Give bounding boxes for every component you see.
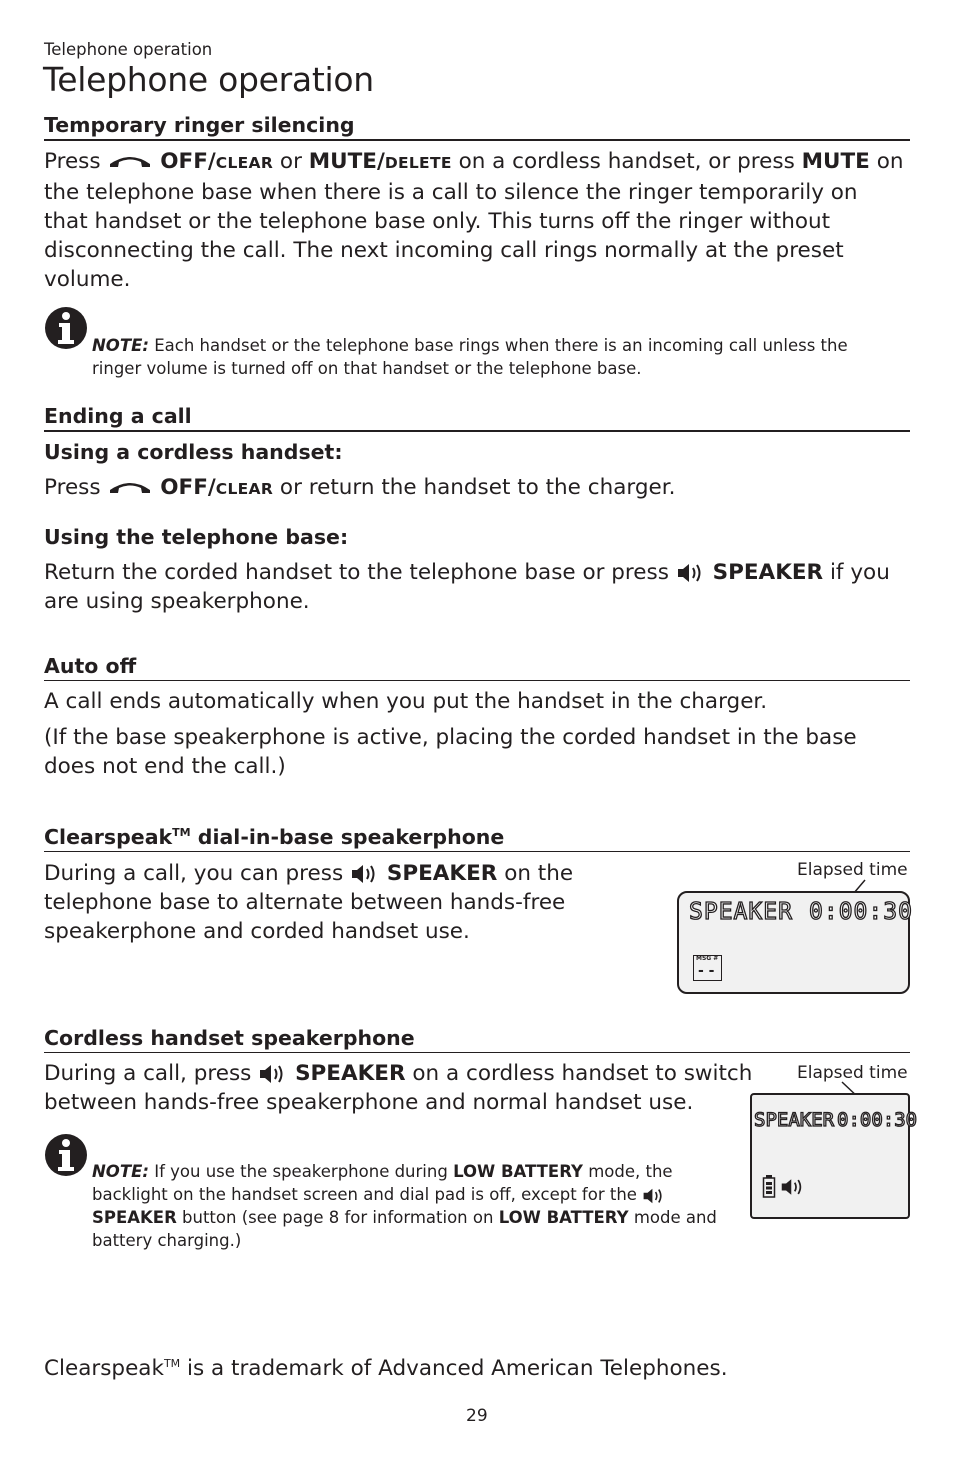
clearspeak-paragraph: During a call, you can press SPEAKER on the telephone base to alternate between hands-free speakerphone and corded handset use.	[44, 861, 574, 944]
heading-ending-a-call: Ending a call	[44, 404, 910, 432]
speaker-icon	[258, 1063, 288, 1085]
handset-lcd-display	[750, 1093, 918, 1219]
base-lcd-display	[677, 891, 913, 994]
running-header: Telephone operation	[44, 40, 213, 59]
off-clear-phone-icon	[107, 152, 153, 172]
page-number: 29	[466, 1406, 488, 1426]
speaker-icon	[780, 1177, 806, 1197]
heading-clearspeak: Clearspeak™ dial-in-base speakerphone	[44, 825, 910, 852]
lcd-elapsed-time: 0:00:30	[837, 1109, 918, 1131]
trademark-notice: Clearspeak™ is a trademark of Advanced American Telephones.	[44, 1356, 728, 1382]
ending-call-base-paragraph: Return the corded handset to the telephone base or press SPEAKER if you are using speakerphone.	[44, 560, 890, 614]
auto-off-paragraph-1: A call ends automatically when you put the handset in the charger.	[44, 689, 768, 714]
ringer-silencing-paragraph: Press OFF/CLEAR or MUTE/DELETE on a cordless handset, or press MUTE on the telephone base when there is a call to silence the ringer temporarily on that handset or the telephone base only. This turns off the ringer without disconnecting the call. The next incoming call rings normally at the preset volume.	[44, 149, 904, 292]
subheading-cordless-handset: Using a cordless handset:	[44, 440, 343, 464]
speaker-icon	[642, 1187, 666, 1205]
elapsed-time-callout: Elapsed time	[797, 1063, 908, 1083]
off-clear-phone-icon	[107, 478, 153, 498]
speaker-icon	[676, 562, 706, 584]
heading-temporary-ringer-silencing: Temporary ringer silencing	[44, 113, 910, 141]
lcd-speaker-text: SPEAKER	[754, 1109, 835, 1131]
battery-icon	[762, 1175, 776, 1199]
info-icon	[44, 306, 88, 350]
elapsed-time-callout: Elapsed time	[797, 860, 908, 880]
lcd-speaker-text: SPEAKER	[689, 899, 793, 925]
note-ringer: NOTE: Each handset or the telephone base rings when there is an incoming call unless the ringer volume is turned off on that handset or the telephone base.	[92, 336, 848, 378]
speaker-icon	[350, 863, 380, 885]
heading-auto-off: Auto off	[44, 654, 910, 681]
cordless-speakerphone-paragraph: During a call, press SPEAKER on a cordless handset to switch between hands-free speakerphone and normal handset use.	[44, 1061, 753, 1115]
note-low-battery: NOTE: If you use the speakerphone during LOW BATTERY mode, the backlight on the handset screen and dial pad is off, except for the SPEAKER button (see page 8 for information on LOW BATTERY mode and battery charging.)	[92, 1162, 717, 1250]
page-title: Telephone operation	[43, 60, 374, 99]
lcd-elapsed-time: 0:00:30	[809, 899, 913, 925]
subheading-telephone-base: Using the telephone base:	[44, 525, 349, 549]
ending-call-handset-paragraph: Press OFF/CLEAR or return the handset to the charger.	[44, 475, 676, 500]
info-icon	[44, 1133, 88, 1177]
msg-counter-box: MSG # - -	[693, 955, 722, 981]
heading-cordless-speakerphone: Cordless handset speakerphone	[44, 1026, 910, 1053]
auto-off-paragraph-2: (If the base speakerphone is active, placing the corded handset in the base does not end the call.)	[44, 725, 857, 779]
